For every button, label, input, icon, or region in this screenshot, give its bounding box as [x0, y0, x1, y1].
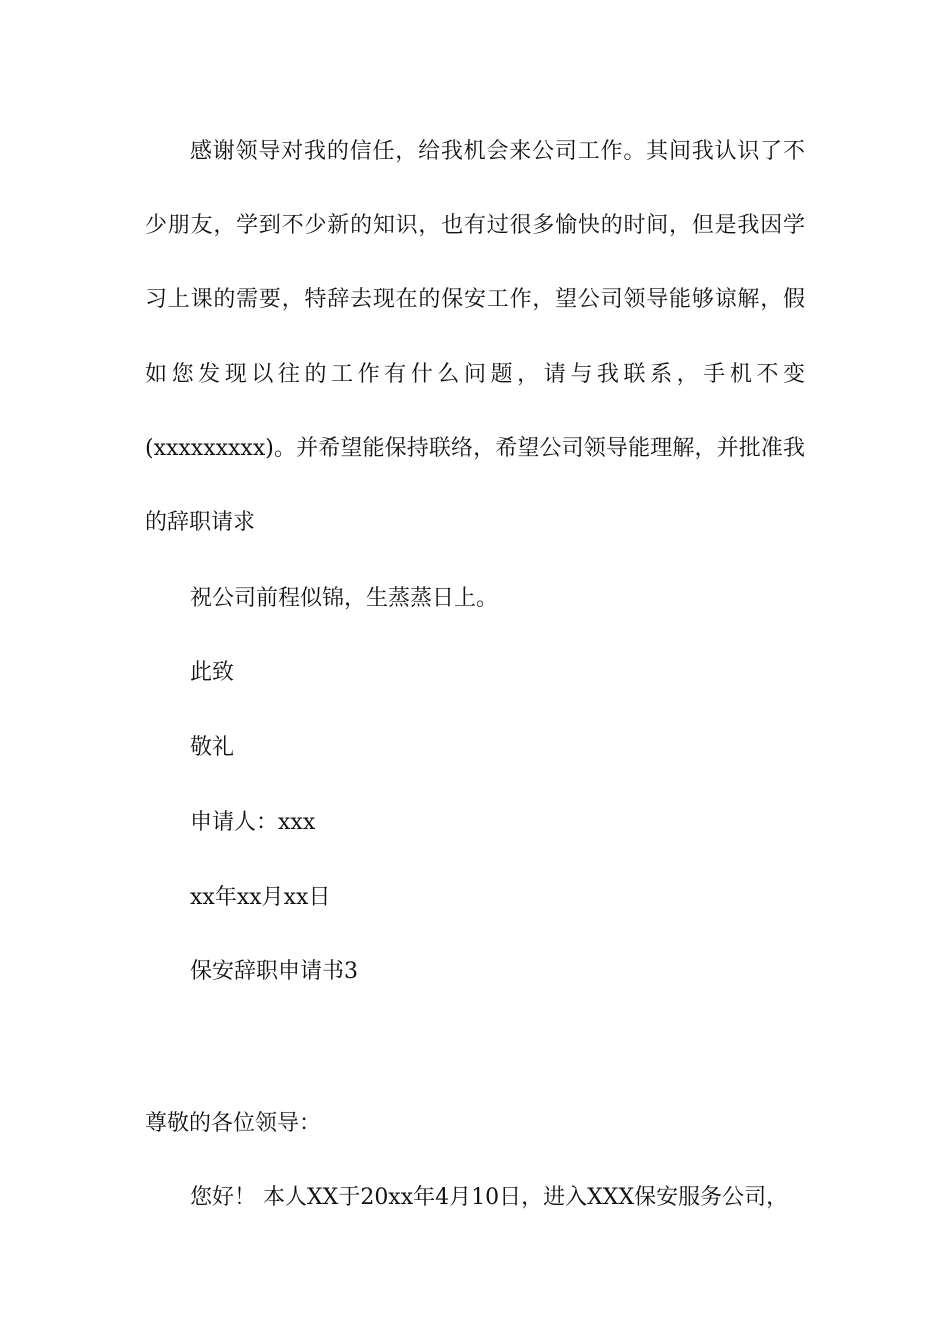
- greeting-line: 您好！ 本人XX于20xx年4月10日，进入XXX保安服务公司，: [190, 1185, 789, 1210]
- paragraph-line-5: (xxxxxxxxx)。并希望能保持联络，希望公司领导能理解，并批准我: [145, 436, 805, 461]
- salutation: 尊敬的各位领导：: [145, 1111, 322, 1136]
- paragraph-line-3: 习上课的需要，特辞去现在的保安工作，望公司领导能够谅解，假: [145, 287, 805, 312]
- wishes-line: 祝公司前程似锦，生蒸蒸日上。: [190, 586, 499, 611]
- paragraph-line-1: 感谢领导对我的信任，给我机会来公司工作。其间我认识了不: [190, 139, 805, 164]
- paragraph-line-6: 的辞职请求: [145, 510, 256, 535]
- paragraph-line-2: 少朋友，学到不少新的知识，也有过很多愉快的时间，但是我因学: [145, 213, 805, 238]
- applicant-line: 申请人：xxx: [190, 810, 316, 835]
- date-line: xx年xx月xx日: [190, 885, 331, 910]
- closing-jingli: 敬礼: [190, 735, 235, 760]
- closing-cizhi: 此致: [190, 660, 235, 685]
- paragraph-line-4: 如您发现以往的工作有什么问题，请与我联系，手机不变: [145, 362, 805, 387]
- next-document-title: 保安辞职申请书3: [190, 959, 358, 984]
